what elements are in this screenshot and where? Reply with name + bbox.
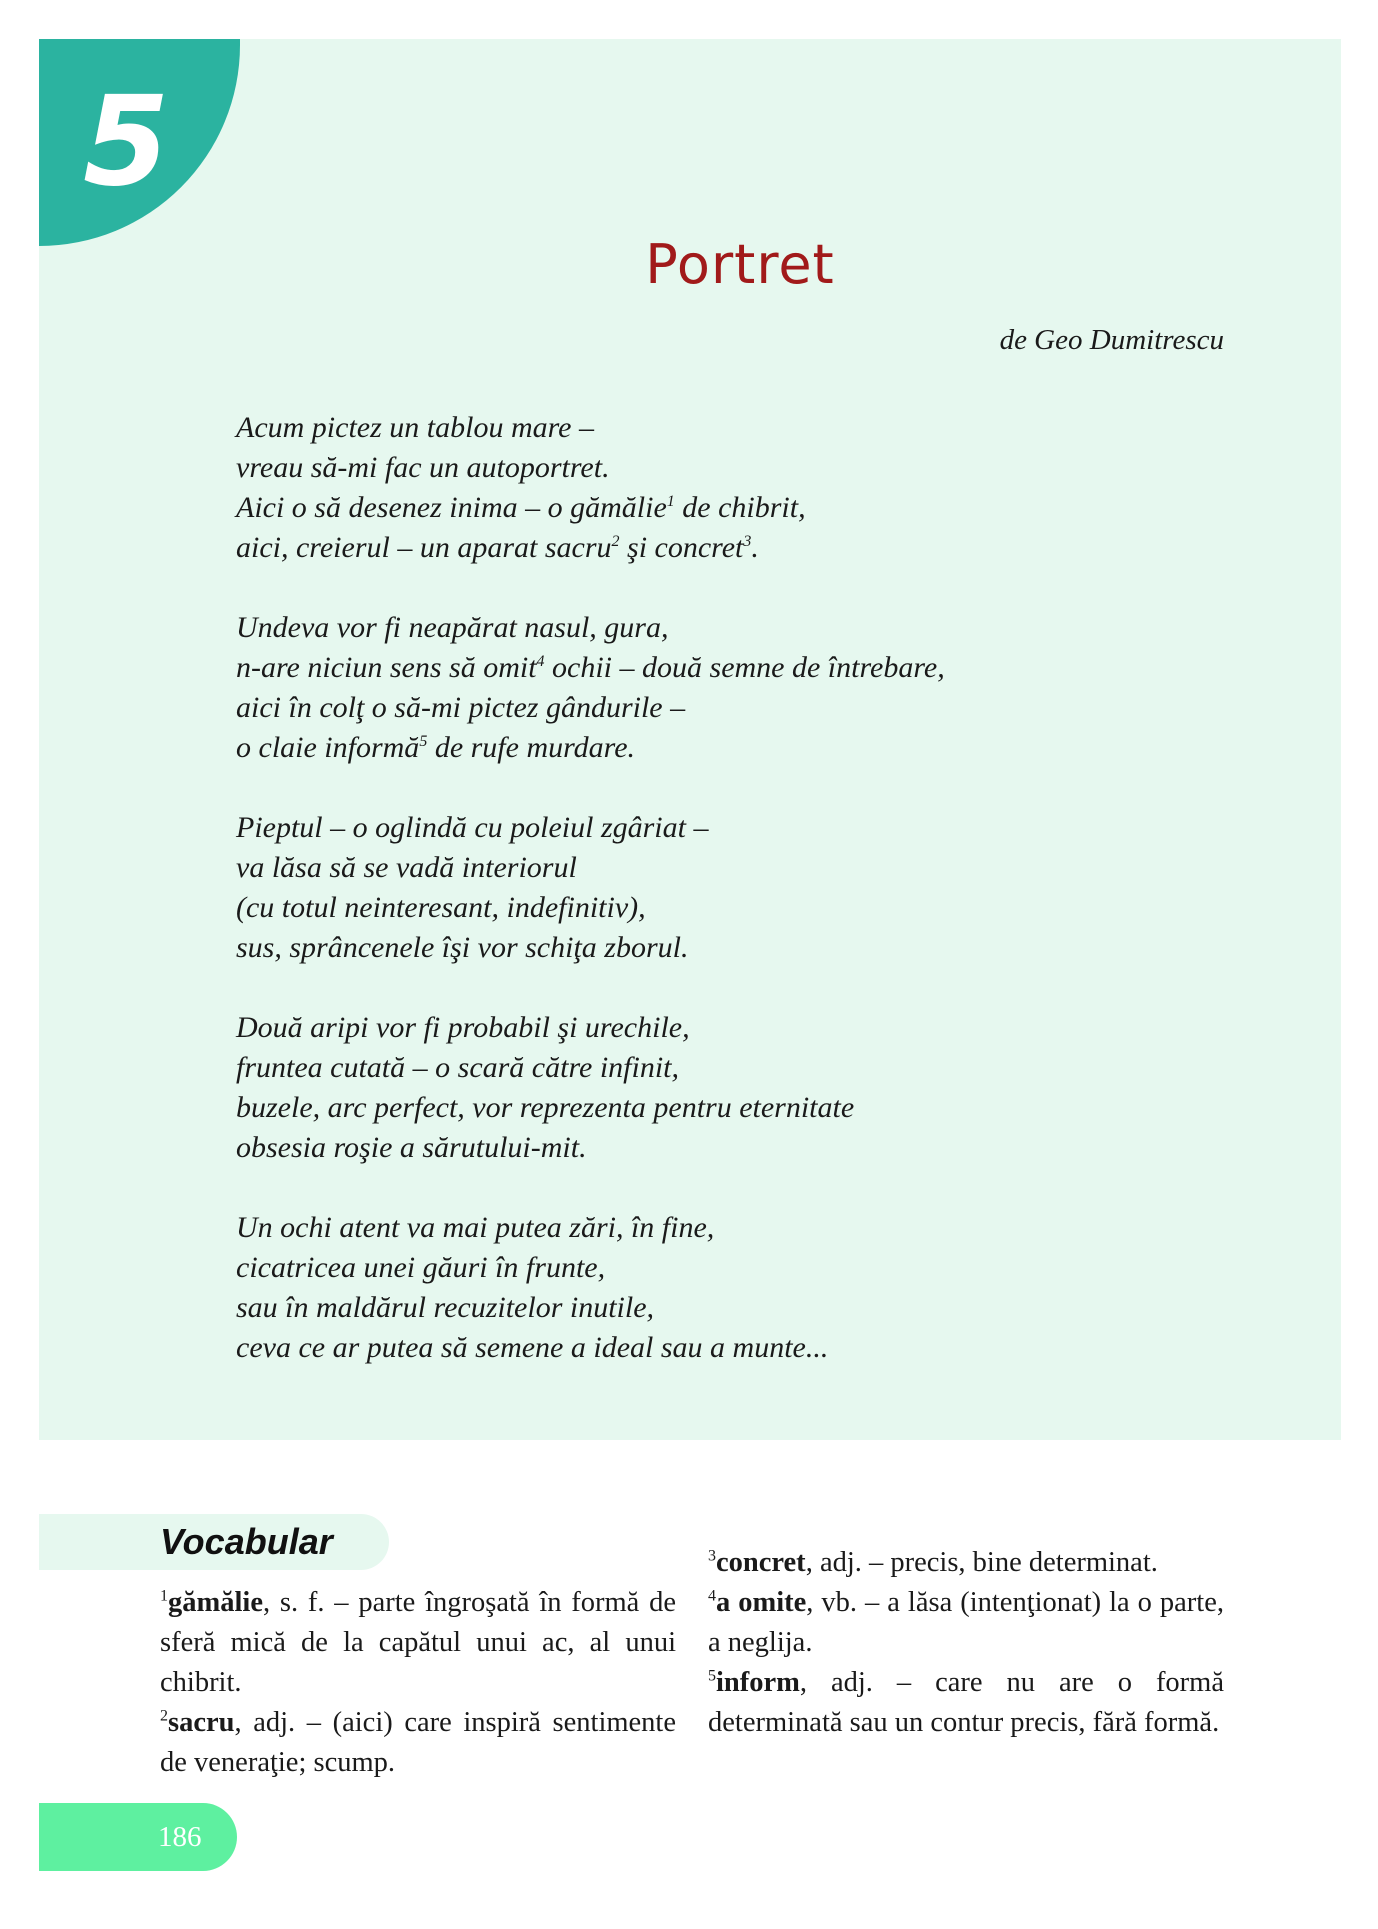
vocabulary-entry-number: 3 xyxy=(708,1547,716,1565)
footnote-marker: 2 xyxy=(611,533,620,550)
vocabulary-term: sacru xyxy=(168,1707,235,1738)
poem-line xyxy=(236,688,1136,728)
poem-line xyxy=(236,728,1136,768)
footnote-marker: 5 xyxy=(419,733,428,750)
poem-line xyxy=(236,1288,1136,1328)
poem-body xyxy=(236,408,1136,1408)
poem-line xyxy=(236,448,1136,488)
poem-line-text: sus, sprâncenele îşi vor schiţa zborul. xyxy=(236,931,689,964)
vocabulary-term: gămălie xyxy=(168,1587,263,1618)
poem-author: de Geo Dumitrescu xyxy=(999,324,1224,356)
vocabulary-definition: , adj. – (aici) care inspiră sentimente de veneraţie; scump. xyxy=(160,1707,676,1778)
vocabulary-entry xyxy=(160,1703,676,1783)
poem-line xyxy=(236,1128,1136,1168)
poem-line xyxy=(236,528,1136,568)
poem-line xyxy=(236,848,1136,888)
poem-line-text: o claie informă xyxy=(236,731,420,764)
poem-line xyxy=(236,1008,1136,1048)
poem-line-text: ceva ce ar putea să semene a ideal sau a munte... xyxy=(236,1331,829,1364)
poem-line-text: Pieptul – o oglindă cu poleiul zgâriat – xyxy=(236,811,709,844)
lesson-number: 5 xyxy=(83,70,170,214)
poem-line-text: şi concret xyxy=(619,531,744,564)
poem-line xyxy=(236,488,1136,528)
vocabulary-term: concret xyxy=(716,1547,806,1578)
vocabulary-definition: , vb. – a lăsa (intenţionat) la o parte, a neglija. xyxy=(708,1587,1224,1658)
poem-stanza xyxy=(236,1008,1136,1168)
poem-line-text: Undeva vor fi neapărat nasul, gura, xyxy=(236,611,669,644)
footnote-marker: 4 xyxy=(536,653,545,670)
poem-line-text: de chibrit, xyxy=(674,491,806,524)
poem-line-text: sau în maldărul recuzitelor inutile, xyxy=(236,1291,655,1324)
poem-line xyxy=(236,1328,1136,1368)
vocabulary-entry xyxy=(708,1543,1224,1583)
poem-line xyxy=(236,928,1136,968)
vocabulary-column-right xyxy=(708,1543,1224,1743)
poem-line-text: aici, creierul – un aparat sacru xyxy=(236,531,612,564)
poem-stanza xyxy=(236,608,1136,768)
poem-line xyxy=(236,808,1136,848)
poem-line-text: ochii – două semne de întrebare, xyxy=(544,651,945,684)
vocabulary-column-left xyxy=(160,1583,676,1783)
poem-line-text: Acum pictez un tablou mare – xyxy=(236,411,594,444)
poem-line xyxy=(236,1088,1136,1128)
poem-stanza xyxy=(236,808,1136,968)
vocabulary-term: inform xyxy=(716,1667,800,1698)
poem-line-text: Două aripi vor fi probabil şi urechile, xyxy=(236,1011,690,1044)
poem-line-text: de rufe murdare. xyxy=(427,731,636,764)
poem-line-text: . xyxy=(751,531,759,564)
poem-line xyxy=(236,648,1136,688)
poem-line-text: Aici o să desenez inima – o gămălie xyxy=(236,491,667,524)
poem-line-text: fruntea cutată – o scară către infinit, xyxy=(236,1051,680,1084)
poem-line xyxy=(236,1248,1136,1288)
vocabulary-entry xyxy=(708,1663,1224,1743)
poem-line xyxy=(236,608,1136,648)
poem-line-text: buzele, arc perfect, vor reprezenta pentru eternitate xyxy=(236,1091,855,1124)
poem-line-text: (cu totul neinteresant, indefinitiv), xyxy=(236,891,646,924)
vocabulary-entry-number: 2 xyxy=(160,1707,168,1725)
poem-line-text: Un ochi atent va mai putea zări, în fine, xyxy=(236,1211,715,1244)
vocabulary-entry-number: 1 xyxy=(160,1587,168,1605)
poem-line-text: va lăsa să se vadă interiorul xyxy=(236,851,577,884)
poem-line-text: aici în colţ o să-mi pictez gândurile – xyxy=(236,691,686,724)
page-number: 186 xyxy=(158,1821,202,1853)
vocabulary-definition: , s. f. – parte îngroşată în formă de sferă mică de la capătul unui ac, al unui chibrit. xyxy=(160,1587,676,1698)
poem-stanza xyxy=(236,1208,1136,1368)
poem-line xyxy=(236,1208,1136,1248)
vocabulary-entry-number: 5 xyxy=(708,1667,716,1685)
vocabulary-heading: Vocabular xyxy=(160,1521,333,1562)
vocabulary-entry xyxy=(160,1583,676,1703)
poem-line xyxy=(236,888,1136,928)
vocabulary-entry-number: 4 xyxy=(708,1587,716,1605)
vocabulary-definition: , adj. – precis, bine determinat. xyxy=(805,1547,1158,1578)
poem-stanza xyxy=(236,408,1136,568)
footnote-marker: 3 xyxy=(743,533,752,550)
poem-line xyxy=(236,1048,1136,1088)
poem-line-text: vreau să-mi fac un autoportret. xyxy=(236,451,610,484)
poem-title: Portret xyxy=(645,233,835,296)
poem-line-text: obsesia roşie a sărutului-mit. xyxy=(236,1131,587,1164)
poem-line-text: n-are niciun sens să omit xyxy=(236,651,537,684)
poem-line xyxy=(236,408,1136,448)
vocabulary-entry xyxy=(708,1583,1224,1663)
footnote-marker: 1 xyxy=(666,493,675,510)
poem-line-text: cicatricea unei găuri în frunte, xyxy=(236,1251,606,1284)
vocabulary-definition: , adj. – care nu are o formă determinată sau un contur precis, fără formă. xyxy=(708,1667,1224,1738)
vocabulary-term: a omite xyxy=(716,1587,807,1618)
